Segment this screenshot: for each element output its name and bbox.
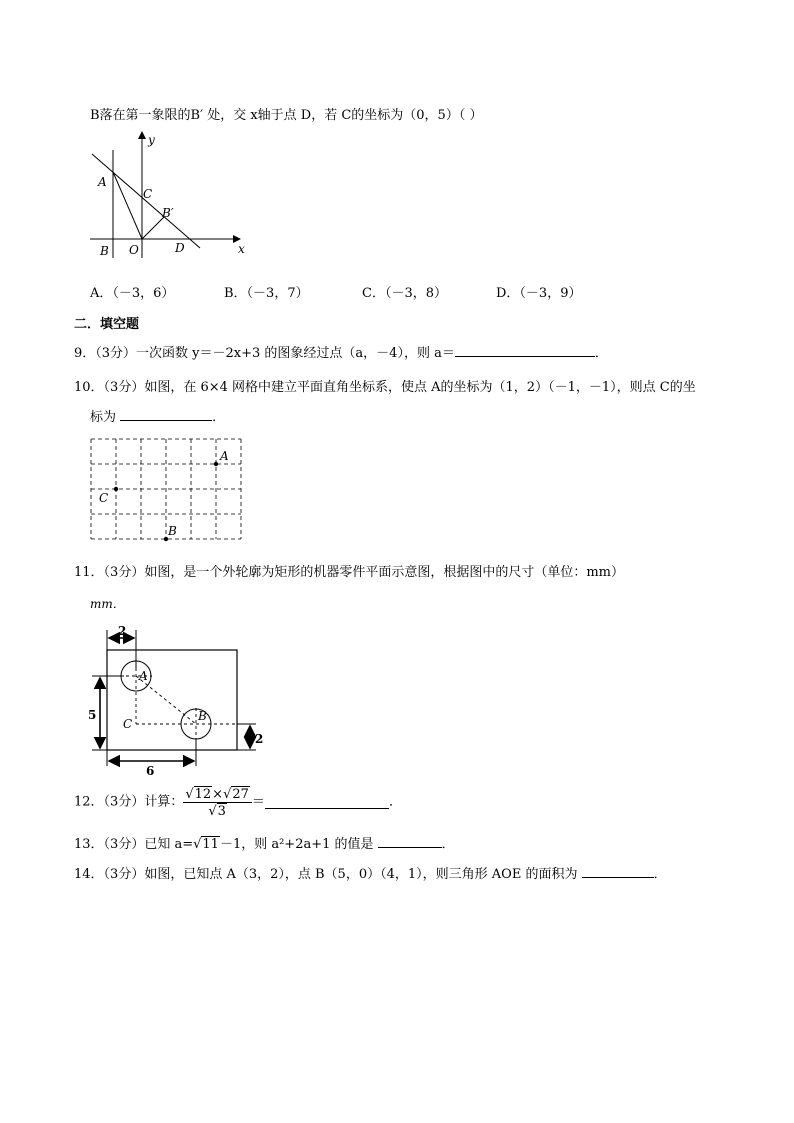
q13-radicand: 11	[202, 837, 219, 852]
part-label-a: A	[139, 669, 148, 683]
label-c: C	[143, 187, 153, 201]
q10-answer-blank[interactable]	[120, 408, 212, 421]
q13-line: 13．（3分）已知 a=√11－1，则 a²+2a+1 的值是 ．	[74, 837, 455, 852]
fold-line	[92, 154, 200, 248]
q11-line2: mm．	[90, 597, 125, 611]
q12-radicand-den: 3	[217, 804, 226, 819]
q10-line1: 10．（3分）如图，在 6×4 网格中建立平面直角坐标系，使点 A的坐标为（1，2）（－1，－1），则点 C的坐	[74, 380, 696, 395]
grid-label-b: B	[168, 524, 177, 538]
q8-stem-line: B落在第一象限的B′ 处，交 x轴于点 D，若 C的坐标为（0，5）（ ）	[90, 108, 483, 123]
q9-text: 9．（3分）一次函数 y＝－2x+3 的图象经过点（a，－4），则 a＝	[74, 346, 455, 361]
q9-end: ．	[594, 346, 608, 361]
part-label-b: B	[198, 709, 207, 723]
section-title: 二．填空题	[74, 317, 140, 332]
point-a	[214, 462, 218, 466]
q12-line	[74, 786, 402, 819]
dim-top-label: 2	[118, 624, 127, 638]
q11-figure	[84, 620, 274, 780]
q12-end: ．	[388, 794, 402, 810]
part-label-c: C	[123, 717, 133, 731]
segment-obp	[142, 217, 164, 239]
q14-text: 14．（3分）如图，已知点 A（3，2），点 B（5，0）（4，1），则三角形 AOE 的面积为	[74, 867, 578, 882]
point-c	[114, 487, 118, 491]
q14-end: ．	[653, 867, 667, 882]
q8-figure	[82, 128, 262, 263]
q14-answer-blank[interactable]	[582, 865, 654, 878]
label-b: B	[100, 244, 109, 258]
q11-line1: 11．（3分）如图，是一个外轮廓为矩形的机器零件平面示意图，根据图中的尺寸（单位：mm）	[74, 565, 624, 580]
q12-equals: ＝	[251, 794, 265, 810]
q13-mid: －1，则 a²+2a+1 的值是	[219, 837, 374, 852]
q8-option-d: D．（－3，9）	[496, 286, 582, 301]
segment-ao	[113, 172, 142, 239]
dim-right-label: 2	[255, 732, 264, 746]
q8-option-b: B．（－3，7）	[224, 286, 309, 301]
q12-radicand-a: 12	[194, 787, 212, 802]
q12-fraction: $\frac{√12\times√27}{√3}$	[183, 786, 252, 819]
label-bprime: B′	[162, 206, 174, 220]
q13-end: ．	[441, 837, 455, 852]
label-o: O	[129, 243, 139, 257]
q10-text: 标为	[90, 410, 117, 425]
label-y: y	[148, 133, 155, 147]
grid-label-a: A	[220, 449, 229, 463]
q14-line	[74, 863, 667, 882]
q8-option-c: C．（－3，8）	[362, 286, 447, 301]
q9-line	[74, 342, 608, 361]
q10-grid-figure	[88, 436, 248, 544]
q13-prefix: 13．（3分）已知 a=	[74, 837, 194, 852]
label-d: D	[175, 241, 185, 255]
dim-bottom-label: 6	[146, 764, 155, 778]
q8-option-a: A．（－3，6）	[90, 286, 175, 301]
q13-answer-blank[interactable]	[378, 835, 442, 848]
q10-line2	[90, 406, 225, 425]
q10-end: ．	[212, 410, 226, 425]
q12-prefix: 12．（3分）计算：	[74, 794, 184, 810]
label-a: A	[98, 175, 107, 189]
q12-radicand-b: 27	[232, 787, 249, 802]
dim-left-label: 5	[88, 708, 97, 722]
dashed-grid	[91, 439, 241, 539]
q9-answer-blank[interactable]	[455, 344, 595, 357]
grid-label-c: C	[99, 491, 109, 505]
label-x: x	[238, 242, 245, 256]
q12-answer-blank[interactable]	[265, 796, 389, 809]
